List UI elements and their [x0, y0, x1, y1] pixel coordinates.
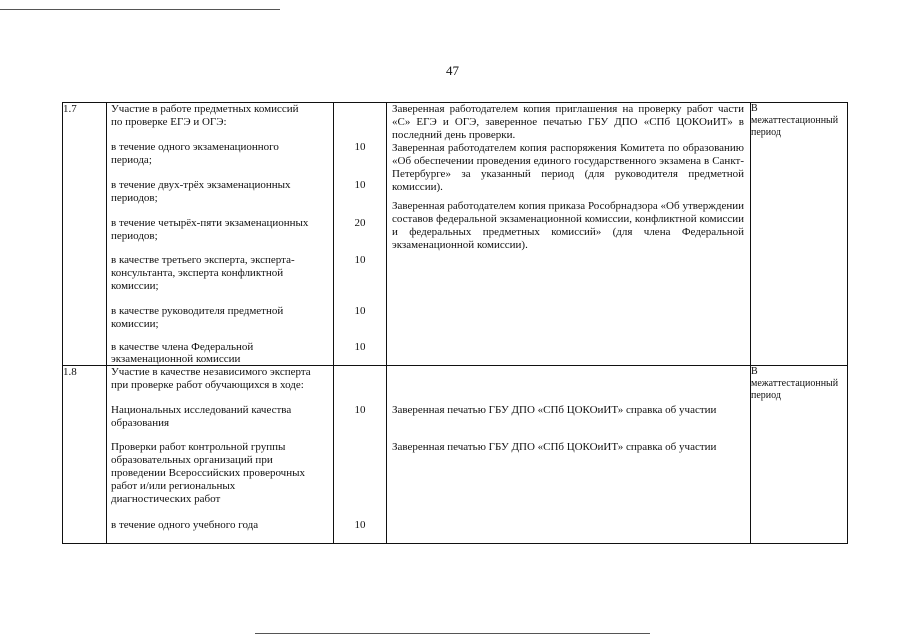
points-value: 20 — [354, 217, 366, 229]
activity-cell — [107, 366, 334, 544]
points-value: 10 — [354, 305, 366, 317]
activity-item-line: комиссии; — [111, 280, 159, 292]
activity-item-line: работ и/или региональных — [111, 480, 236, 492]
period-line: В — [751, 103, 758, 114]
period-cell — [751, 366, 848, 544]
points-value: 10 — [354, 179, 366, 191]
activity-item-line: в течение одного учебного года — [111, 519, 259, 531]
activity-title-line: по проверке ЕГЭ и ОГЭ: — [111, 116, 227, 128]
points-value: 10 — [354, 254, 366, 266]
activity-item-line: образования — [111, 417, 170, 429]
activity-item-line: консультанта, эксперта конфликтной — [111, 267, 284, 279]
points-value: 10 — [354, 341, 366, 353]
points-value: 10 — [354, 404, 366, 416]
activity-item-line: в качестве третьего эксперта, эксперта- — [111, 254, 295, 266]
document-paragraph: Заверенная работодателем копия приглашения на проверку работ части «С» ЕГЭ и ОГЭ, заверенное печатью ГБУ ДПО «СПб ЦОКОиИТ» в последний день проверки. — [392, 103, 744, 141]
document-paragraph: Заверенная работодателем копия распоряжения Комитета по образованию «Об обеспечении проведения единого государственного экзамена в Санкт-Петербурге» за указанный период (для руководителя предметной комиссии). — [392, 142, 744, 193]
activity-item-line: периодов; — [111, 192, 158, 204]
activity-item-line: образовательных организаций при — [111, 454, 273, 466]
activity-item-line: в качестве руководителя предметной — [111, 305, 284, 317]
table-row — [63, 366, 848, 544]
activity-cell — [107, 103, 334, 366]
activity-item-line: Национальных исследований качества — [111, 404, 292, 416]
criteria-table — [62, 102, 848, 544]
points-value: 10 — [354, 519, 366, 531]
documents-cell — [387, 366, 751, 544]
activity-item-line: в течение одного экзаменационного — [111, 141, 279, 153]
activity-title-line: при проверке работ обучающихся в ходе: — [111, 379, 304, 391]
activity-item-line: периодов; — [111, 230, 158, 242]
points-cell — [334, 366, 387, 544]
table-row — [63, 103, 848, 366]
activity-item-line: в качестве члена Федеральной — [111, 341, 254, 353]
points-value: 10 — [354, 141, 366, 153]
points-cell — [334, 103, 387, 366]
period-line: межаттестационный — [751, 115, 839, 126]
activity-item-line: Проверки работ контрольной группы — [111, 441, 286, 453]
period-line: межаттестационный — [751, 378, 839, 389]
document-paragraph: Заверенная печатью ГБУ ДПО «СПб ЦОКОиИТ» справка об участии — [392, 441, 717, 453]
documents-cell — [387, 103, 751, 366]
row-number: 1.7 — [63, 103, 107, 366]
activity-item-line: периода; — [111, 154, 152, 166]
period-line: период — [751, 127, 781, 138]
activity-item-line: диагностических работ — [111, 493, 221, 505]
activity-item-line: комиссии; — [111, 318, 159, 330]
activity-item-line: в течение двух-трёх экзаменационных — [111, 179, 291, 191]
row-number: 1.8 — [63, 366, 107, 544]
scan-edge-top — [0, 9, 280, 10]
document-paragraph: Заверенная работодателем копия приказа Рособрнадзора «Об утверждении составов федеральной экзаменационной комиссии, конфликтной комиссии и федеральных предметных комиссий» (для члена Федеральной экзаменационной комиссии). — [392, 200, 744, 251]
period-cell — [751, 103, 848, 366]
activity-item-line: в течение четырёх-пяти экзаменационных — [111, 217, 309, 229]
activity-item-line: экзаменационной комиссии — [111, 353, 241, 365]
scan-edge-bottom — [255, 633, 650, 634]
page-number: 47 — [446, 63, 459, 78]
activity-title-line: Участие в работе предметных комиссий — [111, 103, 299, 115]
activity-item-line: проведении Всероссийских проверочных — [111, 467, 305, 479]
period-line: период — [751, 390, 781, 401]
period-line: В — [751, 366, 758, 377]
document-paragraph: Заверенная печатью ГБУ ДПО «СПб ЦОКОиИТ» справка об участии — [392, 404, 717, 416]
activity-title-line: Участие в качестве независимого эксперта — [111, 366, 311, 378]
